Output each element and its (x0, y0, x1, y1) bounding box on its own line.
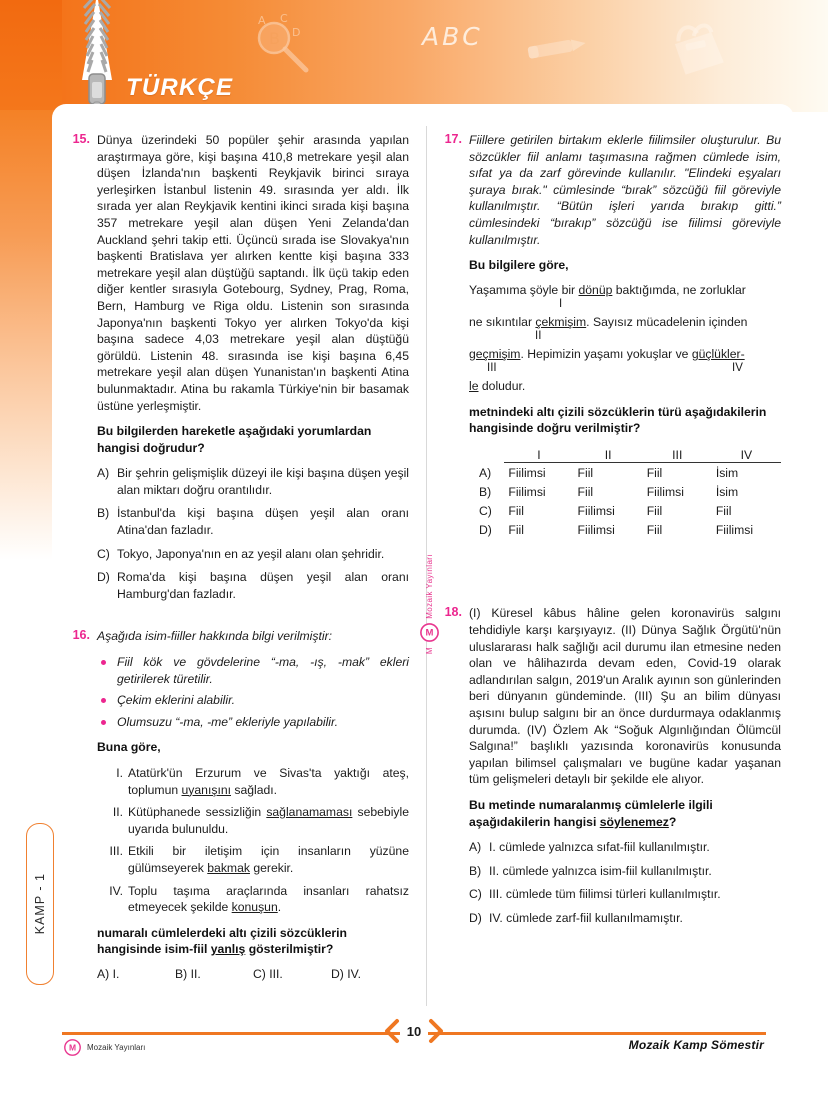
roman-list (97, 765, 409, 916)
option-b[interactable]: B) II. (175, 966, 201, 981)
option-text: II. cümlede yalnızca isim-fiil kullanılmıştır. (489, 863, 712, 878)
svg-text:D: D (292, 26, 301, 39)
table-row[interactable] (475, 482, 781, 501)
col-header-iv: IV (712, 446, 781, 463)
option-c[interactable]: C) III. (253, 966, 283, 981)
col-header-i: I (504, 446, 573, 463)
option-label: A) (469, 840, 482, 855)
question-18 (436, 605, 781, 926)
col-header-ii: II (574, 446, 643, 463)
right-column (436, 132, 781, 947)
question-number: 15. (72, 132, 90, 146)
roman-number: III. (109, 844, 123, 859)
question-passage: (I) Küresel kâbus hâline gelen koronavirüs salgını tehdidiyle karşı karşıyayız. (II) Dünya Sağlık Örgütü'nün uluslararası halk sağlığı acil durumu ilan etmesine neden olan ve hâlihazırda devam eden, Covid-19 olarak adlandırılan salgın, 2019'un Aralık ayının son günlerinden beri dünyanın gündeminde. (III) Şu an bilim dünyası aşısını bulup salgını bir an önce durdurmaya odaklanmış durumda. (IV) Özlem Ak “Soğuk Algınlığından Ölümcül Salgına!” başlıklı yazısında koronavirüs konusunda yapılan bilimsel çalışmaları ve bugüne kadar yaşanan tüm gelişmeleri detaylı bir şekilde ele alıyor. (469, 606, 781, 787)
option-d[interactable] (97, 569, 409, 602)
question-passage: Dünya üzerindeki 50 popüler şehir arasında yapılan araştırmaya göre, kişi başına 410,8 metrekare yeşil alan düşen İzlanda'nın başkenti Reykjavik birinci sıraya yerleşirken İstanbul listenin 49. sırasında yer aldı. İlk sırada yer alan Reykjavik kentini ikinci sırada kişi başına 357 metrekare yeşil alan düşen Yeni Zelanda'dan Auckland şehri takip etti. Üçüncü sırada ise Slovakya'nın başkenti Bratislava yer alırken kentte kişi başına 333 metrekare yeşil alan düştüğü saptandı. İlk üçü takip eden diğer kentler sırasıyla Gotebourg, Sydney, Prag, Roma, Bern, Hamburg ve Riga oldu. Listenin son sırasında Japonya'nın başkenti Tokyo yer alırken Tokyo'da kişi başına sadece 4,03 metrekare yeşil alan düştüğü görüldü. Listenin 48. sırasında ise kişi başına 6,45 metrekare yeşil alan düşen Yunanistan'ın başkenti Atina bulunmaktadır. Atina bu rakamla Türkiye'nin bir basamak üstüne yerleşmiştir. (97, 133, 409, 413)
question-prompt: Bu metinde numaralanmış cümlelerle ilgili aşağıdakilerin hangisi söylenemez? (469, 797, 713, 829)
mark-i: I (559, 297, 563, 310)
inline-options (97, 967, 409, 981)
answer-table (475, 446, 781, 540)
question-prompt: metnindeki altı çizili sözcüklerin türü aşağıdakilerin hangisinde doğru verilmiştir? (469, 404, 767, 436)
page-number: 10 (400, 1024, 428, 1039)
svg-text:M: M (68, 1042, 77, 1053)
question-16 (64, 628, 409, 981)
option-text: III. cümlede tüm fiilimsi türleri kullanılmıştır. (489, 887, 721, 902)
option-text: Tokyo, Japonya'nın en az yeşil alanı olan şehridir. (117, 546, 385, 561)
roman-item (97, 804, 409, 837)
abc-doodle: ABC (422, 22, 483, 51)
cell: Fiil (646, 522, 663, 537)
question-number: 16. (72, 628, 90, 643)
cell: Fiil (577, 465, 594, 480)
mark-iv: IV (732, 361, 743, 374)
table-header-row (475, 446, 781, 463)
table-row[interactable] (475, 501, 781, 520)
roman-text: Kütüphanede sessizliğin sağlanamaması sebebiyle uyarıda bulunuldu. (128, 805, 409, 836)
option-label: D) (469, 910, 482, 925)
mark-row (469, 330, 781, 344)
mark-ii: II (535, 329, 542, 342)
cell: Fiilimsi (508, 465, 546, 480)
cell: Fiilimsi (577, 503, 615, 518)
roman-item (97, 843, 409, 876)
option-c[interactable] (469, 886, 781, 903)
pencil-icon (522, 32, 592, 64)
chevron-right-icon (428, 1018, 444, 1044)
passage-line: Yaşamıma şöyle bir dönüp baktığımda, ne zorluklar (469, 282, 746, 297)
roman-number: IV. (109, 883, 123, 898)
option-a[interactable] (97, 465, 409, 498)
svg-text:A: A (258, 14, 266, 27)
option-text: I. cümlede yalnızca sıfat-fiil kullanılmıştır. (489, 840, 710, 855)
roman-text: Atatürk'ün Erzurum ve Sivas'ta yaktığı ateş, toplumun uyanışını sağladı. (128, 766, 409, 797)
cell: Fiil (715, 503, 732, 518)
roman-item (97, 765, 409, 798)
cell: Fiil (646, 503, 663, 518)
question-number: 18. (444, 605, 462, 620)
mark-iii: III (487, 361, 497, 374)
table-row[interactable] (475, 463, 781, 483)
cell: İsim (715, 484, 739, 499)
cell: Fiilimsi (577, 522, 615, 537)
cell: Fiil (508, 522, 524, 537)
col-header-iii: III (643, 446, 712, 463)
cell: Fiil (646, 465, 663, 480)
option-c[interactable] (97, 546, 409, 563)
school-bag-icon (662, 16, 728, 78)
cell: Fiil (577, 484, 594, 499)
question-prompt: numaralı cümlelerdeki altı çizili sözcüklerin hangisinde isim-fiil yanlış gösterilmiştir? (97, 925, 347, 957)
mozaik-footer-logo-icon (64, 1039, 81, 1056)
footer-publisher (64, 1039, 145, 1056)
bullet-item: Çekim eklerini alabilir. (97, 692, 409, 709)
option-label: C) (97, 546, 110, 561)
kamp-label: KAMP - 1 (33, 873, 47, 935)
passage-line: ne sıkıntılar çekmişim. Sayısız mücadelenin içinden (469, 314, 748, 329)
options-list (97, 465, 409, 602)
chevron-left-icon (384, 1018, 400, 1044)
cell: Fiilimsi (715, 522, 754, 537)
question-passage: Fiillere getirilen birtakım eklerle fiilimsiler oluşturulur. Bu sözcükler fiil anlamı taşımasına rağmen cümlede isim, sıfat ya da zarf görevinde kullanılır. "Elindeki eşyaları şuraya bırak." cümlesinde “bırak” sözcüğü fiil göreviyle kullanılmıştır. “Bütün işleri yarıda bırakıp gitti.” cümlesindeki “bırakıp” sözcüğü ise fiilimsi göreviyle kullanılmıştır. (469, 133, 781, 247)
svg-text:B: B (269, 29, 280, 48)
roman-item (97, 883, 409, 916)
svg-text:M: M (425, 627, 433, 639)
cell: Fiilimsi (508, 484, 546, 499)
options-list (469, 839, 781, 926)
cell: İsim (715, 465, 739, 480)
roman-number: I. (116, 766, 123, 780)
bullet-list (97, 654, 409, 730)
option-b[interactable] (97, 505, 409, 538)
option-text: Roma'da kişi başına düşen yeşil alan oranı Hamburg'dan fazladır. (117, 570, 409, 601)
kamp-side-tab (26, 823, 54, 985)
cell: Fiil (508, 503, 524, 518)
option-d[interactable] (469, 910, 781, 927)
option-label: B) (97, 506, 110, 521)
option-a[interactable]: A) I. (97, 966, 120, 981)
page-header-banner (62, 0, 828, 112)
row-label: C) (479, 503, 492, 518)
bullet-item: Olumsuzu “-ma, -me” ekleriyle yapılabilir. (97, 714, 409, 731)
numbered-passage (469, 283, 781, 394)
svg-text:C: C (280, 14, 288, 25)
question-intro: Aşağıda isim-fiiller hakkında bilgi verilmiştir: (97, 629, 333, 644)
left-column (64, 132, 409, 1001)
row-label: A) (479, 465, 492, 480)
bullet-item: Fiil kök ve gövdelerine “-ma, -ış, -mak” ekleri getirilerek türetilir. (97, 654, 409, 687)
content-card (52, 104, 794, 1024)
option-d[interactable]: D) IV. (331, 966, 362, 981)
question-number: 17. (444, 132, 462, 146)
mark-row (469, 362, 781, 376)
option-text: Bir şehrin gelişmişlik düzeyi ile kişi başına düşen yeşil alan miktarı doğru orantılıdır. (117, 466, 409, 497)
sub-prompt: Bu bilgilere göre, (469, 258, 569, 273)
option-a[interactable] (469, 839, 781, 856)
cell: Fiilimsi (646, 484, 684, 499)
question-15 (64, 132, 409, 602)
passage-line: le doludur. (469, 378, 526, 393)
option-label: A) (97, 466, 110, 481)
mark-row (469, 298, 781, 312)
option-label: D) (97, 570, 110, 585)
roman-text: Etkili bir iletişim için insanların yüzüne gülümseyerek bakmak gerekir. (128, 844, 409, 875)
left-spine-top (0, 0, 62, 110)
option-label: C) (469, 887, 482, 902)
row-label: D) (479, 522, 492, 537)
sub-prompt: Buna göre, (97, 740, 161, 755)
center-publisher-label-top: Mozaik Yayınları (424, 553, 434, 619)
footer-book-title: Mozaik Kamp Sömestir (628, 1038, 764, 1052)
footer-publisher-label: Mozaik Yayınları (87, 1043, 146, 1052)
question-prompt: Bu bilgilerden hareketle aşağıdaki yorumlardan hangisi doğrudur? (97, 424, 372, 455)
center-publisher-label-bottom: M (424, 647, 434, 655)
table-row[interactable] (475, 520, 781, 539)
roman-number: II. (112, 805, 123, 820)
page-title: TÜRKÇE (126, 74, 234, 101)
option-label: B) (469, 863, 482, 878)
question-17 (436, 132, 781, 539)
passage-line: geçmişim. Hepimizin yaşamı yokuşlar ve güçlükler- (469, 346, 745, 361)
option-text: İstanbul'da kişi başına düşen yeşil alan oranı Atina'dan fazladır. (117, 506, 409, 538)
magnifier-icon (250, 14, 312, 76)
roman-text: Toplu taşıma araçlarında insanları rahatsız etmeyecek şekilde konuşun. (128, 883, 409, 915)
option-b[interactable] (469, 863, 781, 880)
table-corner (475, 446, 504, 463)
option-text: IV. cümlede zarf-fiil kullanılmamıştır. (489, 910, 683, 925)
row-label: B) (479, 484, 492, 499)
